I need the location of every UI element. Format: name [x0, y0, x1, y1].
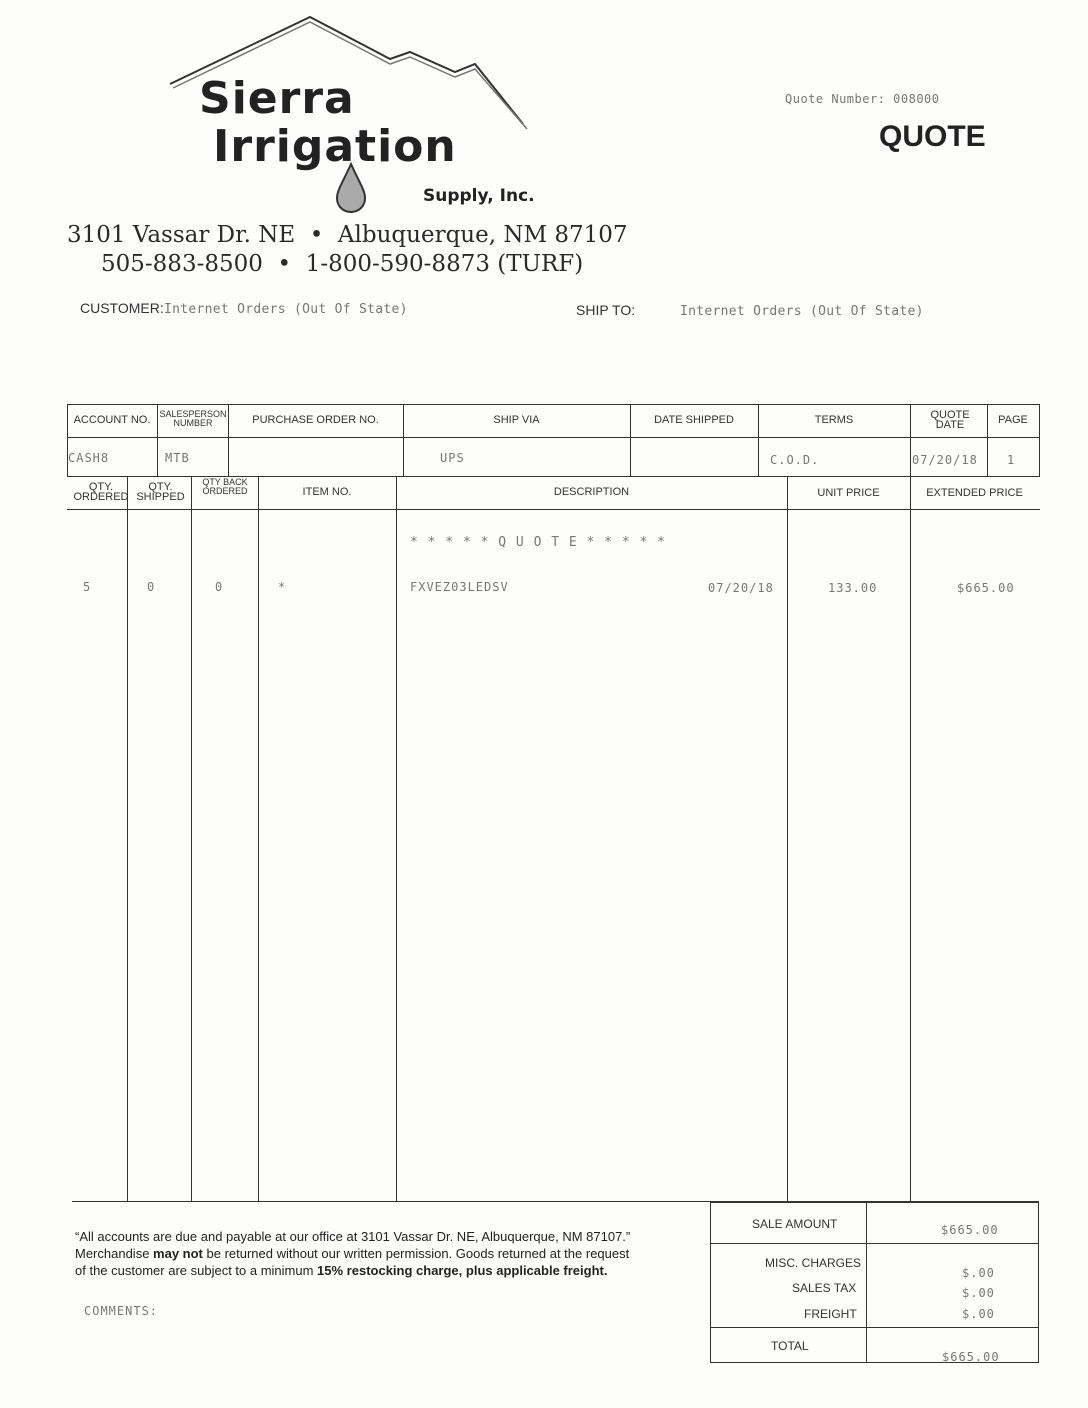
- value-terms: C.O.D.: [770, 453, 820, 467]
- ship-to-label: SHIP TO:: [576, 302, 636, 318]
- sale-amount-label: SALE AMOUNT: [752, 1217, 838, 1231]
- freight-label: FREIGHT: [804, 1307, 857, 1321]
- header-terms: TERMS: [814, 414, 854, 426]
- logo-supply-inc: Supply, Inc.: [423, 186, 535, 206]
- total-value: $665.00: [942, 1350, 1000, 1364]
- sales-tax-value: $.00: [962, 1286, 995, 1300]
- header-extended-price: EXTENDED PRICE: [926, 487, 1023, 499]
- freight-value: $.00: [962, 1307, 995, 1321]
- header-description: DESCRIPTION: [553, 486, 630, 498]
- header-qty-shipped: QTY. SHIPPED: [136, 481, 185, 503]
- logo-name-sierra: Sierra: [199, 73, 355, 124]
- customer-label: CUSTOMER:: [80, 300, 164, 316]
- item-date: 07/20/18: [708, 581, 774, 595]
- header-account-no: ACCOUNT NO.: [73, 414, 151, 426]
- quote-number: Quote Number: 008000: [785, 92, 940, 106]
- terms-line-1: “All accounts are due and payable at our office at 3101 Vassar Dr. NE, Albuquerque, NM 87107.”: [75, 1229, 631, 1244]
- value-ship-via: UPS: [440, 451, 465, 465]
- header-page: PAGE: [998, 414, 1028, 426]
- value-salesperson-number: MTB: [165, 451, 190, 465]
- terms-line-3: of the customer are subject to a minimum 15% restocking charge, plus applicable freight.: [75, 1263, 608, 1278]
- company-logo: [165, 14, 565, 214]
- value-account-no: CASH8: [68, 451, 110, 465]
- item-extended-price: $665.00: [957, 581, 1015, 595]
- header-quote-date: QUOTE DATE: [930, 409, 970, 431]
- value-quote-date: 07/20/18: [912, 453, 978, 467]
- header-unit-price: UNIT PRICE: [817, 487, 880, 499]
- sales-tax-label: SALES TAX: [792, 1281, 857, 1295]
- header-qty-ordered: QTY. ORDERED: [73, 481, 129, 503]
- header-qty-back-ordered: QTY BACK ORDERED: [202, 477, 248, 496]
- item-qty-ordered: 5: [83, 580, 92, 594]
- company-address: 3101 Vassar Dr. NE • Albuquerque, NM 87107: [67, 222, 628, 248]
- item-unit-price: 133.00: [828, 581, 878, 595]
- header-item-no: ITEM NO.: [302, 486, 352, 498]
- item-no: *: [278, 580, 287, 594]
- customer-value: Internet Orders (Out Of State): [164, 302, 408, 317]
- item-qty-shipped: 0: [147, 580, 156, 594]
- header-purchase-order-no: PURCHASE ORDER NO.: [252, 414, 379, 426]
- misc-charges-label: MISC. CHARGES: [765, 1256, 862, 1270]
- document-title: QUOTE: [879, 120, 986, 153]
- logo-name-irrigation: Irrigation: [213, 121, 457, 172]
- header-date-shipped: DATE SHIPPED: [654, 414, 734, 426]
- comments-label: COMMENTS:: [84, 1304, 159, 1318]
- item-qty-back-ordered: 0: [215, 580, 224, 594]
- sale-amount-value: $665.00: [941, 1223, 999, 1237]
- total-label: TOTAL: [771, 1339, 809, 1353]
- ship-to-value: Internet Orders (Out Of State): [680, 304, 924, 319]
- header-salesperson-number: SALESPERSON NUMBER: [159, 409, 227, 428]
- value-page: 1: [1007, 453, 1016, 467]
- quote-banner: * * * * * Q U O T E * * * * *: [410, 535, 666, 550]
- misc-charges-value: $.00: [962, 1266, 995, 1280]
- company-phone: 505-883-8500 • 1-800-590-8873 (TURF): [101, 251, 584, 277]
- terms-line-2: Merchandise may not be returned without our written permission. Goods returned at the request: [75, 1246, 630, 1261]
- header-ship-via: SHIP VIA: [493, 414, 540, 426]
- item-description: FXVEZ03LEDSV: [410, 580, 509, 594]
- terms-text: [75, 1228, 630, 1279]
